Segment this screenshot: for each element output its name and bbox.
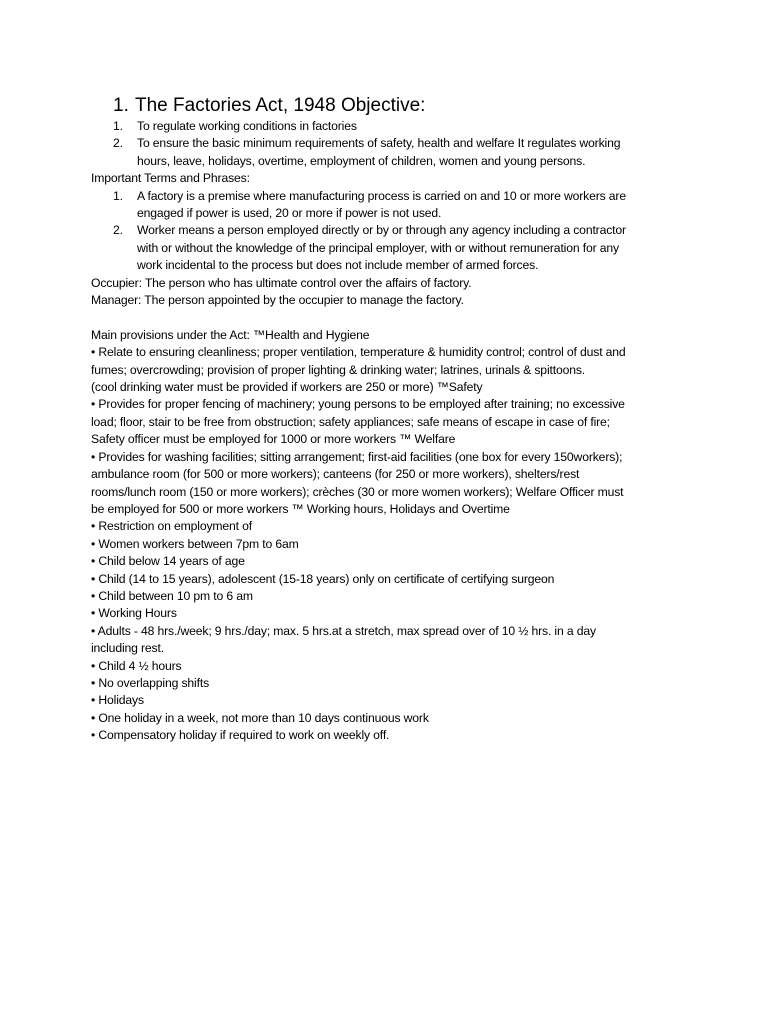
provisions-line: including rest. (91, 641, 164, 656)
provisions-line: • Child 4 ½ hours (91, 658, 182, 673)
page-title (113, 94, 425, 118)
provisions-line: • Restriction on employment of (91, 519, 252, 534)
provisions-line: ambulance room (for 500 or more workers); canteens (for 250 or more workers), shelters/rest (91, 467, 580, 482)
item-number: 2. (113, 223, 123, 238)
provisions-line: • Compensatory holiday if required to work on weekly off. (91, 728, 390, 743)
provisions-line: • Relate to ensuring cleanliness; proper ventilation, temperature & humidity control; control of dust and (91, 345, 626, 360)
item-line: A factory is a premise where manufacturing process is carried on and 10 or more workers are (137, 188, 626, 203)
objectives-list (91, 118, 691, 170)
title-number: 1. (113, 95, 129, 116)
provisions-line: • Provides for washing facilities; sitting arrangement; first-aid facilities (one box for every 150workers); (91, 449, 623, 464)
item-line: To regulate working conditions in factories (137, 119, 357, 133)
item-line: work incidental to the process but does not include member of armed forces. (137, 258, 539, 273)
provisions-line: Main provisions under the Act: ™Health and Hygiene (91, 327, 370, 342)
provisions-line: (cool drinking water must be provided if workers are 250 or more) ™Safety (91, 380, 483, 395)
provisions-line: • Working Hours (91, 606, 177, 621)
provisions-line: • Child below 14 years of age (91, 554, 245, 569)
provisions-line: • Holidays (91, 693, 144, 708)
provisions-line: • Child (14 to 15 years), adolescent (15-18 years) only on certificate of certifying surgeon (91, 571, 555, 586)
item-line: To ensure the basic minimum requirements of safety, health and welfare It regulates working (137, 136, 621, 151)
provisions-line: • Child between 10 pm to 6 am (91, 588, 253, 603)
document-body (91, 118, 691, 745)
item-line: Worker means a person employed directly or by or through any agency including a contractor (137, 223, 626, 238)
objective-item (91, 135, 691, 170)
provisions-line: fumes; overcrowding; provision of proper lighting & drinking water; latrines, urinals & spittoons. (91, 362, 586, 377)
title-text: The Factories Act, 1948 Objective: (135, 95, 426, 116)
item-line: hours, leave, holidays, overtime, employment of children, women and young persons. (137, 153, 586, 168)
item-number: 1. (113, 119, 123, 133)
provisions-line: • Adults - 48 hrs./week; 9 hrs./day; max. 5 hrs.at a stretch, max spread over of 10 ½ hrs. in a day (91, 623, 596, 638)
provisions-line: • One holiday in a week, not more than 10 days continuous work (91, 710, 429, 725)
provisions-line: • No overlapping shifts (91, 675, 210, 690)
term-item (91, 188, 691, 223)
item-number: 1. (113, 188, 123, 203)
item-line: with or without the knowledge of the principal employer, with or without remuneration for any (137, 240, 619, 255)
provisions-line: Safety officer must be employed for 1000 or more workers ™ Welfare (91, 432, 456, 447)
provisions-line: • Women workers between 7pm to 6am (91, 536, 299, 551)
objective-item (91, 118, 691, 135)
provisions-section (91, 327, 691, 745)
item-line: engaged if power is used, 20 or more if power is not used. (137, 206, 442, 221)
manager-definition: Manager: The person appointed by the occupier to manage the factory. (91, 293, 464, 308)
terms-heading: Important Terms and Phrases: (91, 171, 250, 186)
provisions-line: • Provides for proper fencing of machinery; young persons to be employed after training; no excessive (91, 397, 625, 412)
paragraph-gap (91, 309, 691, 326)
term-item (91, 222, 691, 274)
provisions-line: be employed for 500 or more workers ™ Working hours, Holidays and Overtime (91, 501, 510, 516)
provisions-line: rooms/lunch room (150 or more workers); crèches (30 or more women workers); Welfare Officer must (91, 484, 624, 499)
provisions-line: load; floor, stair to be free from obstruction; safety appliances; safe means of escape in case of fire; (91, 414, 610, 429)
terms-list (91, 188, 691, 275)
occupier-definition: Occupier: The person who has ultimate control over the affairs of factory. (91, 275, 472, 290)
item-number: 2. (113, 136, 123, 151)
